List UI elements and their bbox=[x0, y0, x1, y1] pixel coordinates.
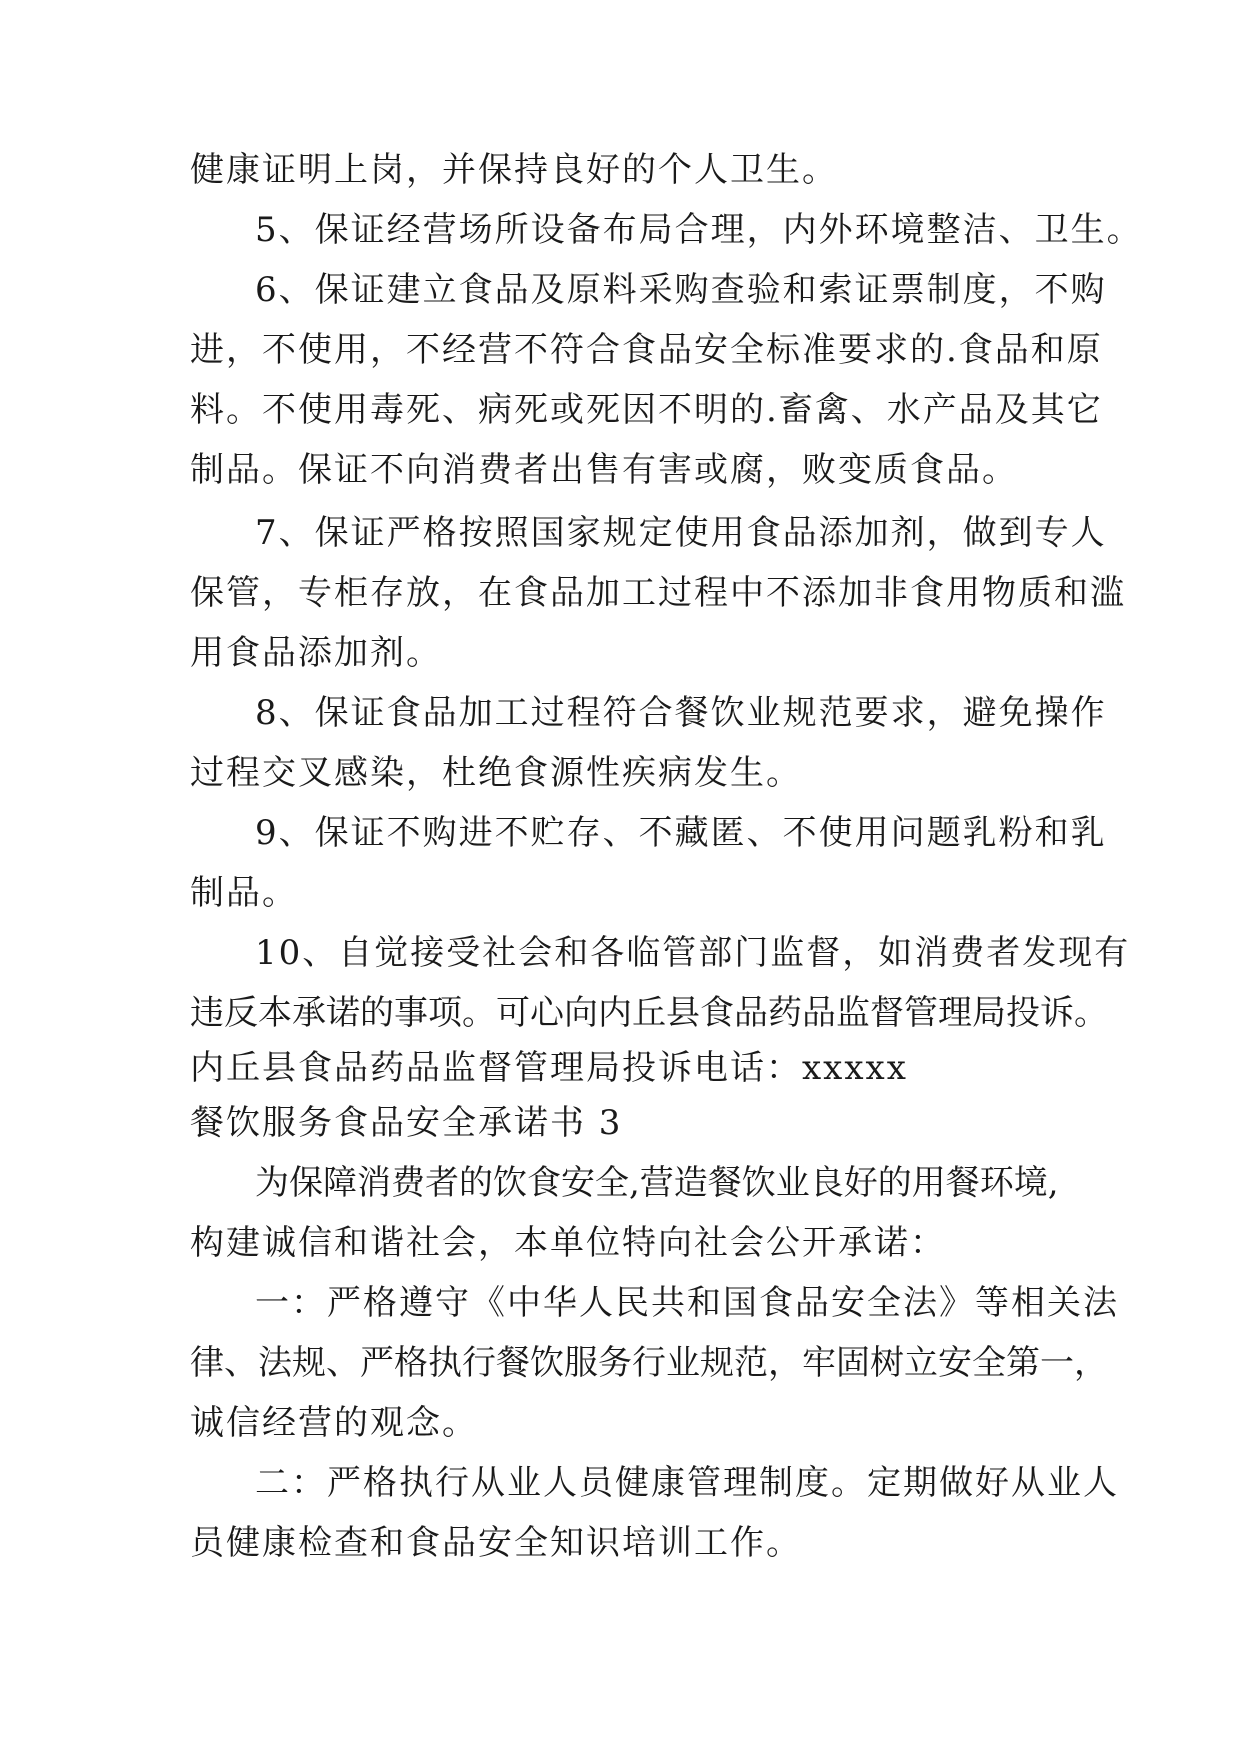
section-title: 餐饮服务食品安全承诺书 3 bbox=[190, 1103, 623, 1143]
text-line: 内丘县食品药品监督管理局投诉电话：xxxxx bbox=[190, 1048, 908, 1088]
text-line: 7、保证严格按照国家规定使用食品添加剂，做到专人 bbox=[255, 513, 1107, 553]
text-line: 诚信经营的观念。 bbox=[190, 1403, 478, 1443]
text-line: 员健康检查和食品安全知识培训工作。 bbox=[190, 1523, 802, 1563]
text-line: 制品。 bbox=[190, 873, 298, 913]
text-line: 二：严格执行从业人员健康管理制度。定期做好从业人 bbox=[255, 1463, 1119, 1503]
text-line: 保管，专柜存放，在食品加工过程中不添加非食用物质和滥 bbox=[190, 573, 1126, 613]
text-line: 料。不使用毒死、病死或死因不明的.畜禽、水产品及其它 bbox=[190, 390, 1103, 430]
text-line: 8、保证食品加工过程符合餐饮业规范要求，避免操作 bbox=[255, 693, 1107, 733]
text-line: 10、自觉接受社会和各临管部门监督，如消费者发现有 bbox=[255, 933, 1131, 973]
text-line: 健康证明上岗，并保持良好的个人卫生。 bbox=[190, 150, 838, 190]
text-line: 进，不使用，不经营不符合食品安全标准要求的.食品和原 bbox=[190, 330, 1103, 370]
text-line: 律、法规、严格执行餐饮服务行业规范，牢固树立安全第一， bbox=[190, 1343, 1108, 1383]
text-line: 违反本承诺的事项。可心向内丘县食品药品监督管理局投诉。 bbox=[190, 993, 1108, 1033]
text-line: 一：严格遵守《中华人民共和国食品安全法》等相关法 bbox=[255, 1283, 1119, 1323]
text-line: 为保障消费者的饮食安全,营造餐饮业良好的用餐环境, bbox=[255, 1163, 1059, 1203]
text-line: 过程交叉感染，杜绝食源性疾病发生。 bbox=[190, 753, 802, 793]
text-line: 6、保证建立食品及原料采购查验和索证票制度，不购 bbox=[255, 270, 1107, 310]
text-line: 制品。保证不向消费者出售有害或腐，败变质食品。 bbox=[190, 450, 1018, 490]
text-line: 构建诚信和谐社会，本单位特向社会公开承诺： bbox=[190, 1223, 946, 1263]
text-line: 9、保证不购进不贮存、不藏匿、不使用问题乳粉和乳 bbox=[255, 813, 1107, 853]
text-line: 5、保证经营场所设备布局合理，内外环境整洁、卫生。 bbox=[255, 210, 1143, 250]
text-line: 用食品添加剂。 bbox=[190, 633, 442, 673]
